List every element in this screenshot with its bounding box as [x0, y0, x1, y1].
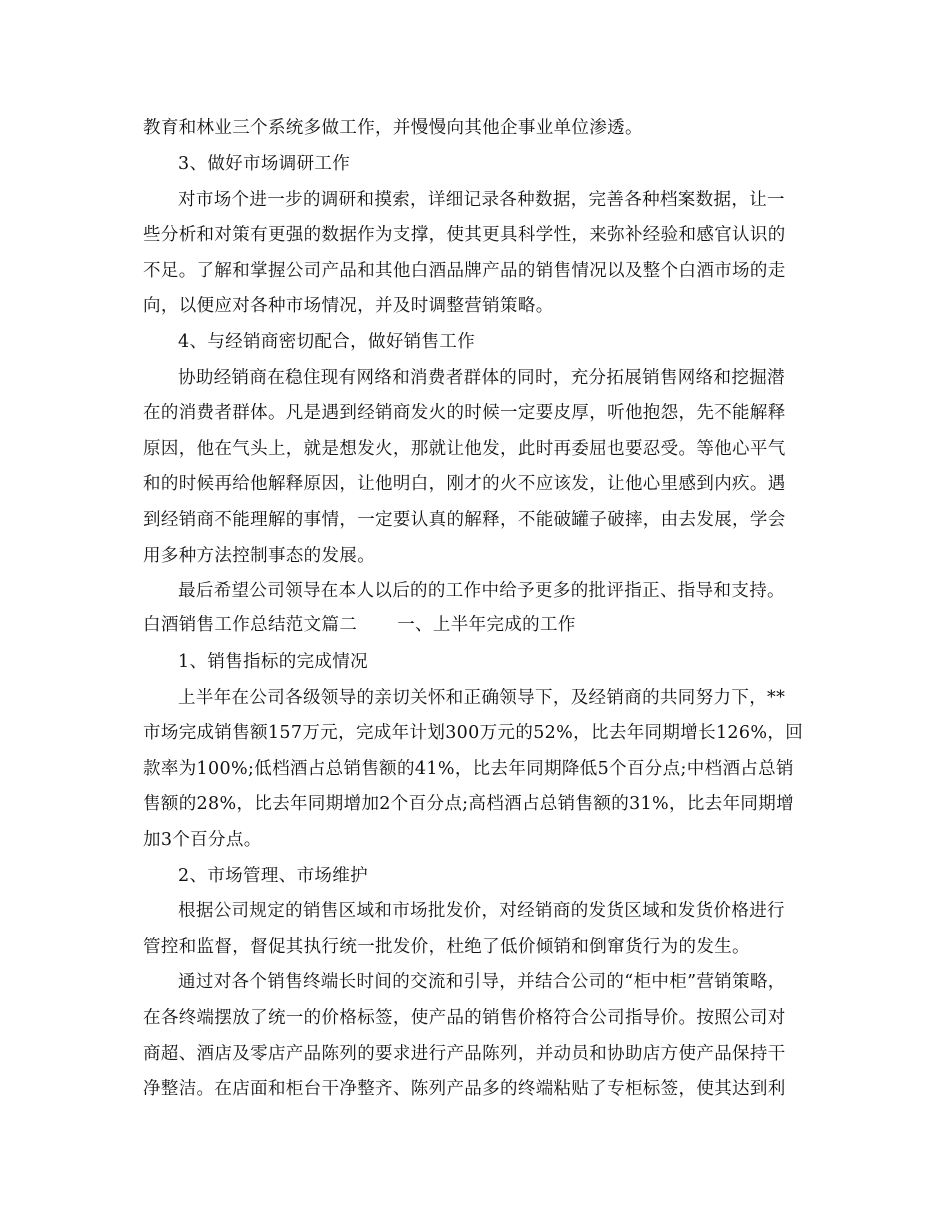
text-line: 些分析和对策有更强的数据作为支撑，使其更具科学性，来弥补经验和感官认识的 — [143, 225, 786, 245]
text-line: 通过对各个销售终端长时间的交流和引导，并结合公司的“柜中柜”营销策略， — [178, 972, 786, 992]
text-line: 净整洁。在店面和柜台干净整齐、陈列产品多的终端粘贴了专柜标签，使其达到利 — [143, 1079, 786, 1099]
section-heading: 3、做好市场调研工作 — [178, 154, 351, 174]
text-line: 不足。了解和掌握公司产品和其他白酒品牌产品的销售情况以及整个白酒市场的走 — [143, 261, 786, 281]
section-heading: 4、与经销商密切配合，做好销售工作 — [178, 332, 476, 352]
article-title: 白酒销售工作总结范文篇二 — [143, 615, 358, 635]
section-heading: 一、上半年完成的工作 — [397, 615, 576, 635]
text-line: 教育和林业三个系统多做工作，并慢慢向其他企事业单位渗透。 — [143, 118, 643, 138]
text-line: 原因，他在气头上，就是想发火，那就让他发，此时再委屈也要忍受。等他心平气 — [143, 439, 786, 459]
text-line: 管控和监督，督促其执行统一批发价，杜绝了低价倾销和倒窜货行为的发生。 — [143, 937, 750, 957]
section-heading: 2、市场管理、市场维护 — [178, 866, 368, 886]
text-line: 协助经销商在稳住现有网络和消费者群体的同时，充分拓展销售网络和挖掘潜 — [178, 368, 785, 388]
text-line: 到经销商不能理解的事情，一定要认真的解释，不能破罐子破摔，由去发展，学会 — [143, 510, 786, 530]
text-line: 在的消费者群体。凡是遇到经销商发火的时候一定要皮厚，听他抱怨，先不能解释 — [143, 403, 786, 423]
text-line: 上半年在公司各级领导的亲切关怀和正确领导下，及经销商的共同努力下，** — [178, 688, 786, 708]
text-line: 加3个百分点。 — [143, 830, 262, 850]
article-title-line — [143, 614, 576, 636]
text-line: 和的时候再给他解释原因，让他明白，刚才的火不应该发，让他心里感到内疚。遇 — [143, 474, 786, 494]
text-line: 最后希望公司领导在本人以后的的工作中给予更多的批评指正、指导和支持。 — [178, 581, 785, 601]
text-line: 售额的28%，比去年同期增加2个百分点;高档酒占总销售额的31%，比去年同期增 — [143, 794, 794, 814]
text-line: 对市场个进一步的调研和摸索，详细记录各种数据，完善各种档案数据，让一 — [178, 190, 785, 210]
text-line: 款率为100%;低档酒占总销售额的41%，比去年同期降低5个百分点;中档酒占总销 — [143, 759, 794, 779]
section-heading: 1、销售指标的完成情况 — [178, 652, 368, 672]
text-line: 根据公司规定的销售区域和市场批发价，对经销商的发货区域和发货价格进行 — [178, 901, 785, 921]
text-line: 市场完成销售额157万元，完成年计划300万元的52%，比去年同期增长126%，回 — [143, 723, 804, 743]
text-line: 向，以便应对各种市场情况，并及时调整营销策略。 — [143, 296, 554, 316]
text-line: 用多种方法控制事态的发展。 — [143, 546, 376, 566]
text-line: 商超、酒店及零店产品陈列的要求进行产品陈列，并动员和协助店方使产品保持干 — [143, 1044, 786, 1064]
text-line: 在各终端摆放了统一的价格标签，使产品的销售价格符合公司指导价。按照公司对 — [143, 1008, 786, 1028]
